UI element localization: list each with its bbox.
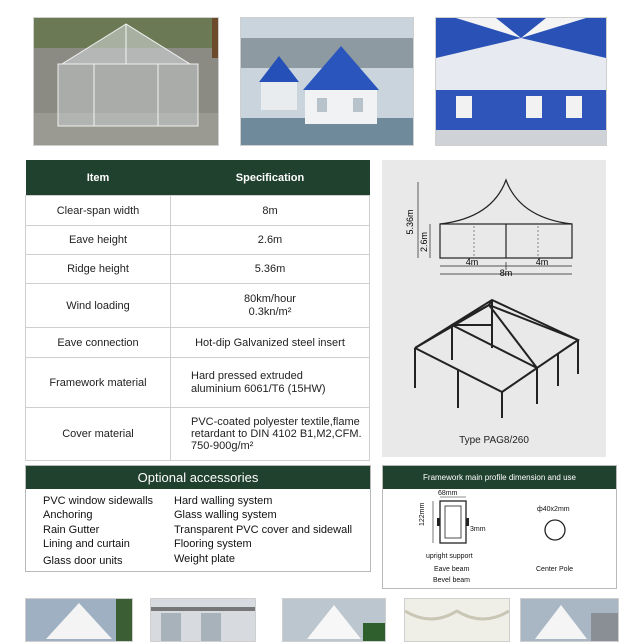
spec-line: 80km/hour xyxy=(244,292,296,305)
photo-tent-interior xyxy=(435,17,607,146)
profile-caption: upright support xyxy=(426,553,473,560)
row-spec: 5.36m xyxy=(171,255,370,284)
photo-blue-pagoda-tents xyxy=(240,17,414,146)
list-item: Rain Gutter xyxy=(43,523,100,536)
list-item: Flooring system xyxy=(174,538,252,551)
spec-table xyxy=(25,160,370,461)
thick-dim-label: 3mm xyxy=(470,526,486,533)
photo-bottom-1 xyxy=(25,598,133,642)
profile-caption: Bevel beam xyxy=(433,577,470,584)
accessories-left-list xyxy=(43,494,153,568)
row-spec xyxy=(171,408,370,461)
profile-title: Framework main profile dimension and use xyxy=(383,466,616,489)
spec-line: aluminium 6061/T6 (15HW) xyxy=(191,382,326,395)
accessories-right-list xyxy=(174,494,352,566)
half-right-dim-label: 4m xyxy=(535,257,549,267)
table-row xyxy=(26,358,370,408)
eave-dim-label: 2.6m xyxy=(419,231,429,253)
table-row xyxy=(26,328,370,358)
profile-drawing xyxy=(383,466,616,588)
half-left-dim-label: 4m xyxy=(465,257,479,267)
profile-dimension-box xyxy=(382,465,617,589)
row-item: Ridge height xyxy=(26,255,171,284)
height-dim-label: 122mm xyxy=(419,502,426,526)
row-spec xyxy=(171,284,370,328)
row-spec: 8m xyxy=(171,196,370,226)
table-row xyxy=(26,196,370,226)
row-item: Cover material xyxy=(26,408,171,461)
ridge-dim-label: 5.36m xyxy=(405,209,415,235)
spec-line: PVC-coated polyester textile,flame xyxy=(191,416,360,428)
center-pole-caption: Center Pole xyxy=(536,566,573,573)
list-item: Hard walling system xyxy=(174,495,273,507)
spec-line: retardant to DIN 4102 B1,M2,CFM. xyxy=(191,428,362,440)
row-spec xyxy=(171,358,370,408)
list-item: Weight plate xyxy=(174,552,235,565)
table-row xyxy=(26,226,370,255)
row-item: Eave connection xyxy=(26,328,171,358)
list-item: PVC window sidewalls xyxy=(43,495,154,507)
row-item: Clear-span width xyxy=(26,196,171,226)
row-item: Eave height xyxy=(26,226,171,255)
photo-bottom-5 xyxy=(520,598,619,642)
row-item: Framework material xyxy=(26,358,171,408)
width-dim-label: 68mm xyxy=(438,490,458,497)
list-item: Glass door units xyxy=(43,554,123,567)
photo-bottom-2 xyxy=(150,598,256,642)
total-dim-label: 8m xyxy=(499,268,513,278)
list-item: Anchoring xyxy=(43,509,93,522)
table-row xyxy=(26,284,370,328)
spec-line: Hard pressed extruded xyxy=(191,369,303,382)
spec-header: Specification xyxy=(171,160,370,196)
spec-line: 0.3kn/m² xyxy=(248,305,292,318)
tent-drawing-panel xyxy=(382,160,606,457)
spec-table-header xyxy=(26,160,370,196)
list-item: Glass walling system xyxy=(174,509,277,522)
spec-line: 750-900g/m² xyxy=(191,440,254,452)
optional-accessories-box xyxy=(25,465,371,572)
photo-bottom-3 xyxy=(282,598,386,642)
row-spec: 2.6m xyxy=(171,226,370,255)
tent-elevation-drawing xyxy=(382,160,606,457)
tent-type-label: Type PAG8/260 xyxy=(459,435,529,446)
table-row xyxy=(26,408,370,461)
list-item: Transparent PVC cover and sidewall xyxy=(174,523,353,536)
profile-caption: Eave beam xyxy=(434,566,470,573)
table-row xyxy=(26,255,370,284)
list-item: Lining and curtain xyxy=(43,538,130,551)
row-item: Wind loading xyxy=(26,284,171,328)
photo-clear-tent xyxy=(33,17,219,146)
row-spec: Hot-dip Galvanized steel insert xyxy=(171,328,370,358)
optional-accessories-title: Optional accessories xyxy=(26,466,370,489)
item-header: Item xyxy=(26,160,171,196)
photo-bottom-4 xyxy=(404,598,510,642)
pole-dim-label: ф40x2mm xyxy=(537,506,570,513)
